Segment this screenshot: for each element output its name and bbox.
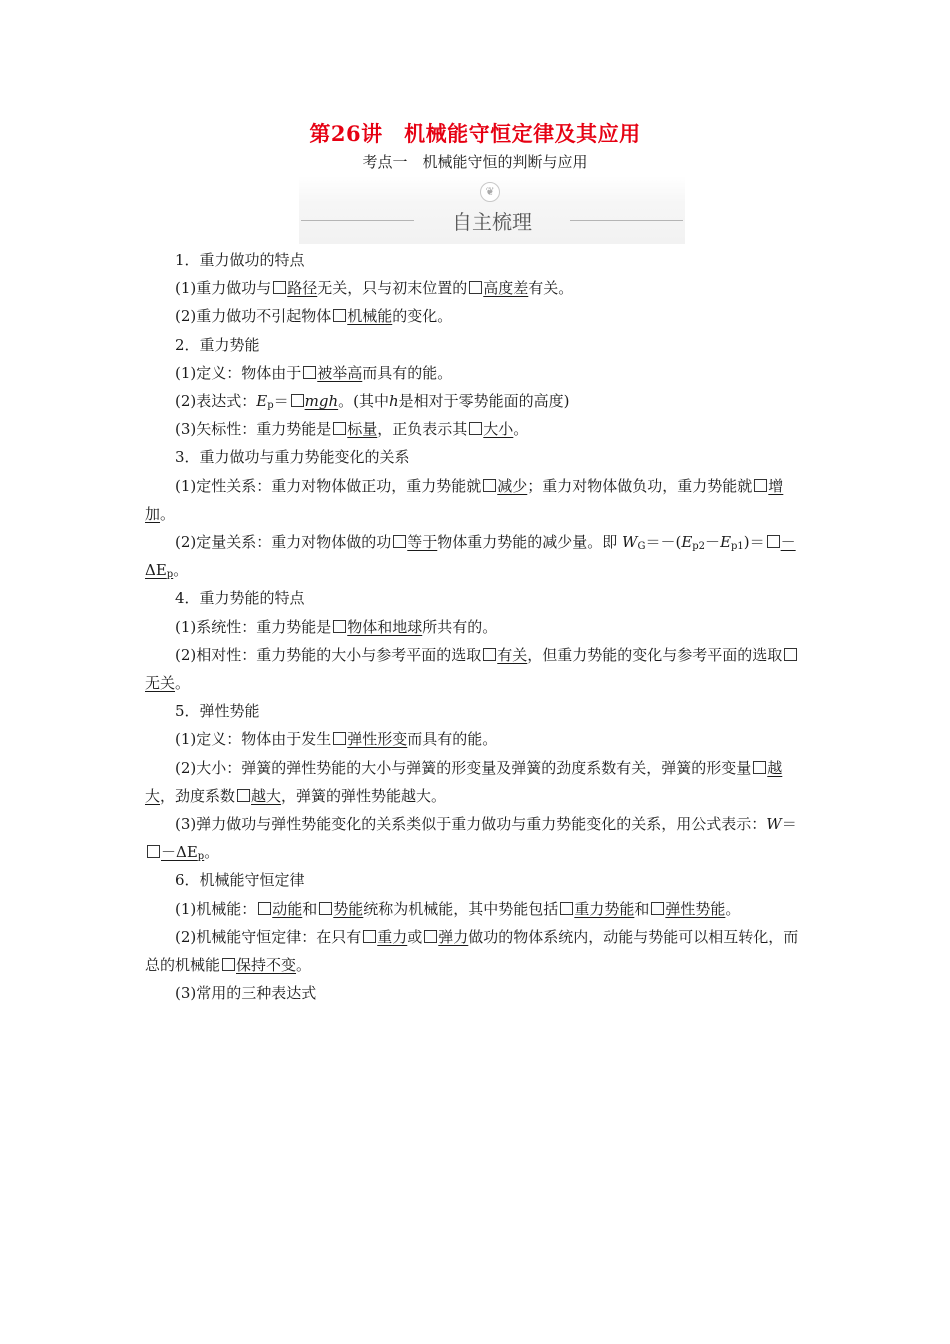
section-item: (1)重力做功与 路径无关，只与初末位置的 高度差有关。: [175, 279, 574, 298]
answer-blank: 被举高: [301, 364, 362, 382]
topic-subtitle: 考点一 机械能守恒的判断与应用: [362, 153, 588, 171]
answer-blank: $-\Delta E_p$: [145, 843, 204, 861]
section-item: (3)常用的三种表达式: [175, 984, 317, 1003]
answer-blank: 势能: [317, 900, 363, 918]
section-item: (1)机械能： 动能和 势能统称为机械能，其中势能包括 重力势能和 弹性势能。: [175, 899, 741, 918]
section-item: (1)系统性：重力势能是 物体和地球所共有的。: [175, 617, 498, 636]
answer-blank: 标量: [331, 420, 377, 438]
section-item: (2)表达式：$E_p=$ mgh。(其中h是相对于零势能面的高度): [175, 392, 570, 412]
answer-blank: 增加: [145, 476, 784, 523]
answer-blank: 动能: [256, 900, 302, 918]
answer-blank: 弹性形变: [331, 730, 407, 748]
content-body: [145, 246, 807, 1007]
answer-blank: 越大: [235, 787, 281, 805]
section-heading: 3．重力做功与重力势能变化的关系: [175, 448, 410, 467]
answer-blank: 等于: [391, 533, 437, 551]
section-item: (2)机械能守恒定律：在只有 重力或 弹力做功的物体系统内，动能与势能可以相互转化，而总的机械能 保持不变。: [145, 927, 799, 975]
section-item: (2)大小：弹簧的弹性势能的大小与弹簧的形变量及弹簧的劲度系数有关，弹簧的形变量 越大，劲度系数 越大，弹簧的弹性势能越大。: [145, 758, 783, 805]
section-heading: 6．机械能守恒定律: [175, 871, 305, 890]
section-item: (1)定义：物体由于 被举高而具有的能。: [175, 363, 453, 382]
section-heading: 4．重力势能的特点: [175, 589, 305, 608]
section-heading: 5．弹性势能: [175, 702, 260, 721]
section-item: (3)矢标性：重力势能是 标量，正负表示其 大小。: [175, 420, 529, 439]
answer-blank: 弹力: [422, 928, 468, 946]
section-item: (2)重力做功不引起物体 机械能的变化。: [175, 307, 453, 326]
answer-blank: mgh: [289, 392, 339, 410]
section-item: (3)弹力做功与弹性势能变化的关系类似于重力做功与重力势能变化的关系，用公式表示：$W=-\Delta E_p$。: [145, 810, 807, 866]
section-item: (1)定性关系：重力对物体做正功，重力势能就 减少；重力对物体做负功，重力势能就 增加。: [145, 476, 784, 523]
banner-label: 自主梳理: [452, 210, 532, 234]
section-item: (1)定义：物体由于发生 弹性形变而具有的能。: [175, 730, 498, 749]
answer-blank: 路径: [271, 279, 317, 297]
answer-blank: 机械能: [331, 307, 392, 325]
answer-blank: $-\Delta E_p$: [145, 533, 796, 581]
answer-blank: 减少: [481, 477, 527, 495]
section-banner: [299, 176, 685, 244]
answer-blank: 物体和地球: [331, 618, 422, 636]
answer-blank: 高度差: [467, 279, 528, 297]
section-heading: 1．重力做功的特点: [175, 251, 305, 269]
banner-divider-right: [570, 220, 683, 221]
answer-blank: 无关: [145, 646, 798, 692]
answer-blank: 弹性势能: [649, 900, 725, 918]
lesson-title: 第26讲 机械能守恒定律及其应用: [309, 121, 641, 146]
answer-blank: 有关: [481, 646, 527, 664]
answer-blank: 保持不变: [220, 956, 296, 974]
leaf-icon: ❦: [480, 182, 500, 202]
section-item: (2)相对性：重力势能的大小与参考平面的选取 有关，但重力势能的变化与参考平面的选取无关。: [145, 641, 807, 697]
answer-blank: 越大: [145, 758, 783, 805]
answer-blank: 大小: [467, 420, 513, 438]
section-heading: 2．重力势能: [175, 335, 260, 354]
answer-blank: 重力: [361, 928, 407, 946]
answer-blank: 重力势能: [558, 900, 634, 918]
section-item: (2)定量关系：重力对物体做的功 等于物体重力势能的减少量。即 $W_G=-(E_{p2}-E_{p1})= -\Delta E_p$。: [145, 533, 796, 581]
